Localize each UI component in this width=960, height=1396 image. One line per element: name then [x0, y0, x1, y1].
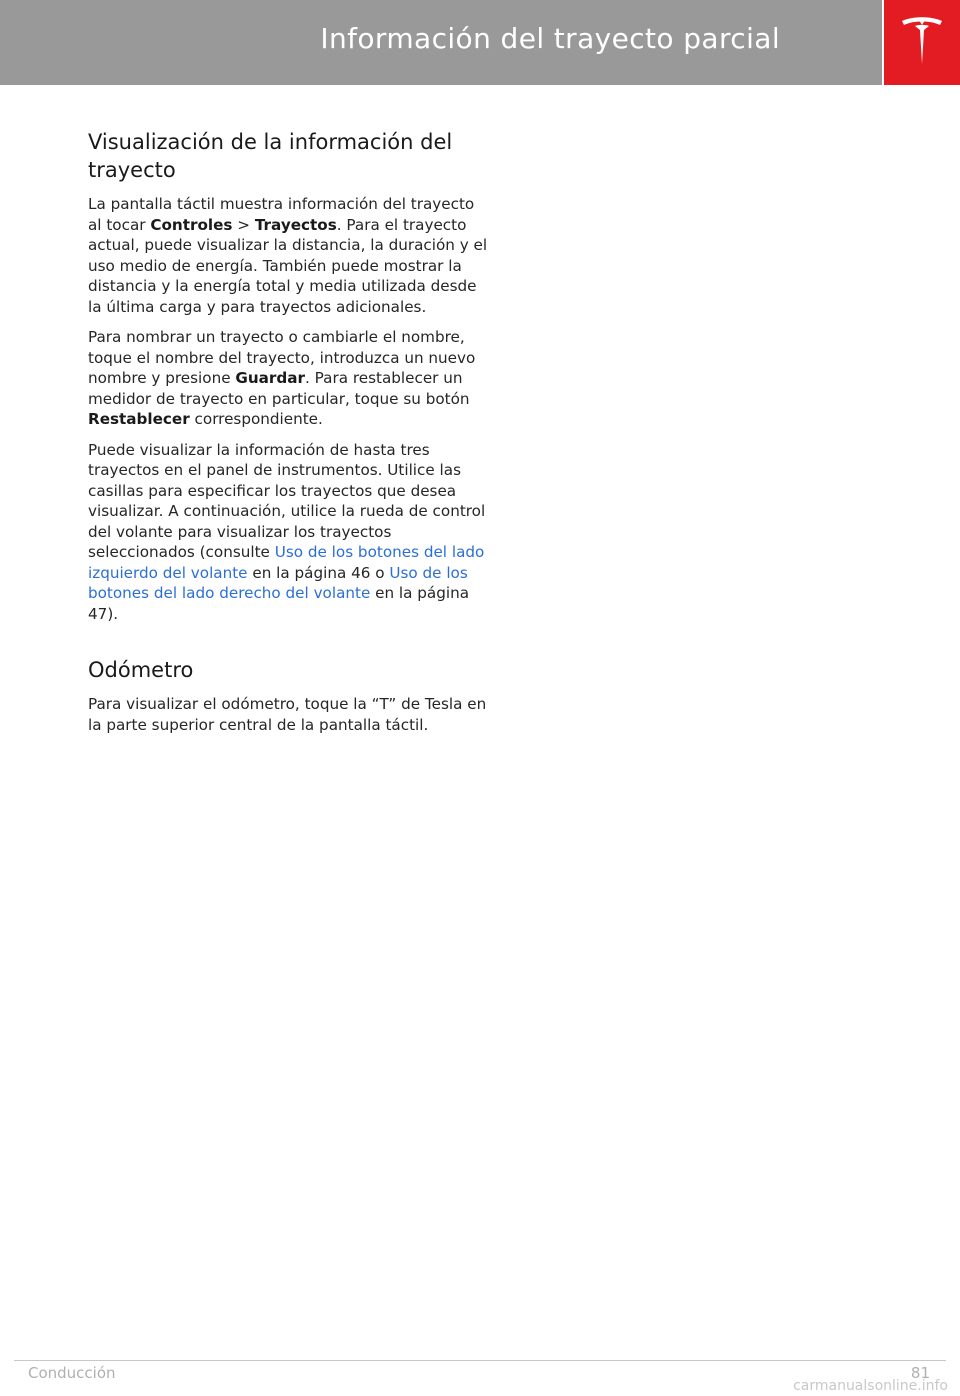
tesla-logo-icon	[900, 16, 944, 68]
controls-label: Controles	[150, 215, 233, 234]
paragraph-trip-panel: Puede visualizar la información de hasta tres trayectos en el panel de instrumentos. Utilice las casillas para especificar los trayectos que desea visualizar. A continuación, utilice la rueda de control del volante para visualizar los trayectos seleccionados (consulte Uso de los botones del lado izquierdo del volante en la página 46 o Uso de los botones del lado derecho del volante en la página 47).	[88, 440, 486, 623]
watermark: carmanualsonline.info	[793, 1378, 948, 1394]
link-right-steering-buttons[interactable]: Uso de los botones del lado derecho del volante	[88, 563, 468, 602]
link-left-steering-buttons[interactable]: Uso de los botones del lado izquierdo del volante	[88, 543, 485, 582]
brand-logo-box	[884, 0, 960, 85]
save-label: Guardar	[235, 369, 306, 387]
footer-divider	[14, 1360, 946, 1361]
footer-section-name: Conducción	[28, 1364, 116, 1382]
paragraph-trip-display: La pantalla táctil muestra información del trayecto al tocar Controles > Trayectos. Para el trayecto actual, puede visualizar la distancia, la duración y el uso medio de energía. También puede mostrar la distancia y la energía total y media utilizada desde la última carga y para trayectos adicionales.	[88, 195, 488, 316]
main-content	[88, 128, 488, 745]
section-heading-odometer: Odómetro	[88, 658, 194, 682]
reset-label: Restablecer	[88, 410, 190, 428]
trips-label: Trayectos	[254, 215, 337, 234]
section-heading-trip-info: Visualización de la información del trayecto	[88, 130, 453, 182]
paragraph-trip-rename: Para nombrar un trayecto o cambiarle el nombre, toque el nombre del trayecto, introduzca un nuevo nombre y presione Guardar. Para restablecer un medidor de trayecto en particular, toque su botón Restablecer correspondiente.	[88, 328, 476, 428]
paragraph-odometer: Para visualizar el odómetro, toque la “T” de Tesla en la parte superior central de la pantalla táctil.	[88, 695, 487, 734]
header-bar	[0, 0, 882, 85]
footer-page-number: 81	[910, 1364, 930, 1382]
page-title: Información del trayecto parcial	[320, 22, 780, 55]
